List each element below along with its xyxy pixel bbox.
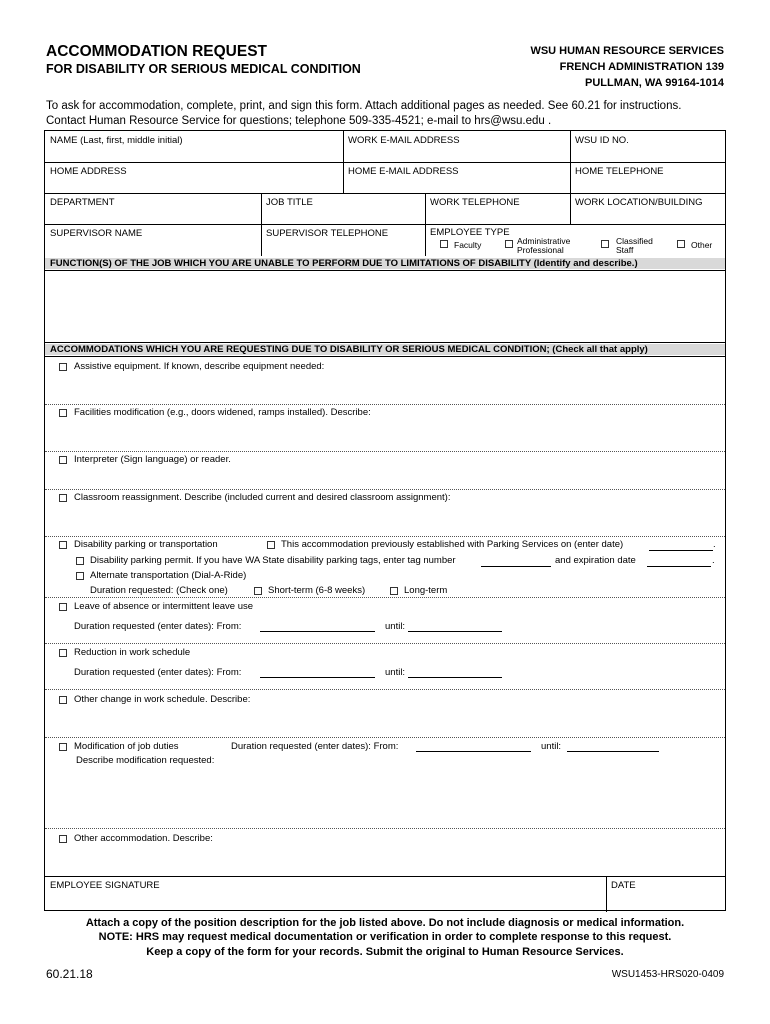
home-phone-field[interactable]: HOME TELEPHONE [575, 166, 664, 177]
supervisor-phone-field[interactable]: SUPERVISOR TELEPHONE [266, 228, 389, 239]
work-phone-field[interactable]: WORK TELEPHONE [430, 197, 520, 208]
facilities-checkbox[interactable] [59, 409, 67, 417]
org-address-line2: PULLMAN, WA 99164-1014 [585, 77, 724, 89]
admin-professional-checkbox[interactable] [505, 240, 513, 248]
tag-number-line[interactable] [481, 566, 551, 567]
expiration-date-line[interactable] [647, 566, 711, 567]
reduction-from-line[interactable] [260, 677, 375, 678]
classroom-checkbox[interactable] [59, 494, 67, 502]
home-address-field[interactable]: HOME ADDRESS [50, 166, 127, 177]
alt-transport-checkbox[interactable] [76, 572, 84, 580]
assistive-label: Assistive equipment. If known, describe equipment needed: [74, 361, 325, 372]
classroom-label: Classroom reassignment. Describe (included current and desired classroom assignment): [74, 492, 451, 503]
dotted-divider [45, 404, 725, 405]
accommodations-header: ACCOMMODATIONS WHICH YOU ARE REQUESTING DUE TO DISABILITY OR SERIOUS MEDICAL CONDITION; (Check all that apply) [45, 344, 725, 355]
leave-from-line[interactable] [260, 631, 375, 632]
form-title: ACCOMMODATION REQUEST [46, 43, 268, 60]
leave-duration-label: Duration requested (enter dates): From: [74, 621, 242, 632]
long-term-label: Long-term [404, 585, 448, 596]
dotted-divider [45, 828, 725, 829]
period: . [713, 539, 716, 550]
job-title-field[interactable]: JOB TITLE [266, 197, 313, 208]
home-email-field[interactable]: HOME E-MAIL ADDRESS [348, 166, 459, 177]
expiration-label: and expiration date [555, 555, 636, 566]
reduction-checkbox[interactable] [59, 649, 67, 657]
org-address-line1: FRENCH ADMINISTRATION 139 [559, 61, 724, 73]
other-type-checkbox[interactable] [677, 240, 685, 248]
short-term-checkbox[interactable] [254, 587, 262, 595]
signature-date-field[interactable]: DATE [611, 880, 636, 891]
interpreter-label: Interpreter (Sign language) or reader. [74, 454, 231, 465]
row-divider [45, 193, 725, 194]
parking-permit-checkbox[interactable] [76, 557, 84, 565]
other-schedule-label: Other change in work schedule. Describe: [74, 694, 251, 705]
other-accommodation-label: Other accommodation. Describe: [74, 833, 213, 844]
interpreter-checkbox[interactable] [59, 456, 67, 464]
previously-established-checkbox[interactable] [267, 541, 275, 549]
functions-textarea[interactable] [45, 271, 725, 342]
modification-duration-label: Duration requested (enter dates): From: [231, 741, 399, 752]
divider [343, 162, 344, 193]
dotted-divider [45, 737, 725, 738]
admin-professional-label-2: Professional [517, 245, 564, 255]
org-name: WSU HUMAN RESOURCE SERVICES [530, 45, 724, 57]
faculty-checkbox[interactable] [440, 240, 448, 248]
modification-until-line[interactable] [567, 751, 659, 752]
modification-until-label: until: [541, 741, 562, 752]
parking-permit-label: Disability parking permit. If you have WA State disability parking tags, enter tag number [90, 555, 456, 566]
divider [570, 193, 571, 224]
dotted-divider [45, 643, 725, 644]
period: . [712, 555, 715, 566]
facilities-label: Facilities modification (e.g., doors widened, ramps installed). Describe: [74, 407, 371, 418]
classified-staff-checkbox[interactable] [601, 240, 609, 248]
dotted-divider [45, 451, 725, 452]
row-divider [45, 876, 725, 877]
assistive-checkbox[interactable] [59, 363, 67, 371]
reduction-label: Reduction in work schedule [74, 647, 191, 658]
form-number: 60.21.18 [46, 967, 93, 981]
department-field[interactable]: DEPARTMENT [50, 197, 115, 208]
form-table [44, 130, 726, 911]
parking-checkbox[interactable] [59, 541, 67, 549]
divider [606, 876, 607, 912]
intro-line-1: To ask for accommodation, complete, print, and sign this form. Attach additional pages as needed. See 60.21 for instructions. [46, 100, 682, 112]
classified-staff-label-1: Classified [616, 236, 653, 246]
footer-line-2: NOTE: HRS may request medical documentation or verification in order to complete response to this request. [98, 931, 672, 943]
row-divider [45, 356, 725, 357]
reduction-until-label: until: [385, 667, 406, 678]
alt-transport-label: Alternate transportation (Dial-A-Ride) [90, 570, 247, 581]
modification-from-line[interactable] [416, 751, 531, 752]
leave-until-line[interactable] [408, 631, 502, 632]
dotted-divider [45, 489, 725, 490]
footer-line-3: Keep a copy of the form for your records. Submit the original to Human Resource Services. [146, 946, 624, 958]
form-code: WSU1453-HRS020-0409 [611, 969, 724, 980]
modification-label: Modification of job duties [74, 741, 179, 752]
supervisor-name-field[interactable]: SUPERVISOR NAME [50, 228, 143, 239]
leave-label: Leave of absence or intermittent leave use [74, 601, 254, 612]
modification-describe-label: Describe modification requested: [76, 755, 215, 766]
dotted-divider [45, 536, 725, 537]
employee-type-label: EMPLOYEE TYPE [430, 227, 510, 238]
row-divider [45, 224, 725, 225]
row-divider [45, 342, 725, 343]
duration-check-label: Duration requested: (Check one) [90, 585, 228, 596]
long-term-checkbox[interactable] [390, 587, 398, 595]
modification-checkbox[interactable] [59, 743, 67, 751]
dotted-divider [45, 597, 725, 598]
work-email-field[interactable]: WORK E-MAIL ADDRESS [348, 135, 460, 146]
parking-date-line[interactable] [649, 550, 713, 551]
leave-checkbox[interactable] [59, 603, 67, 611]
other-type-label: Other [691, 240, 713, 250]
previously-established-label: This accommodation previously established with Parking Services on (enter date) [281, 539, 624, 550]
leave-until-label: until: [385, 621, 406, 632]
short-term-label: Short-term (6-8 weeks) [268, 585, 366, 596]
footer-line-1: Attach a copy of the position description for the job listed above. Do not include diagnosis or medical information. [85, 917, 685, 929]
reduction-until-line[interactable] [408, 677, 502, 678]
reduction-duration-label: Duration requested (enter dates): From: [74, 667, 242, 678]
functions-header: FUNCTION(S) OF THE JOB WHICH YOU ARE UNABLE TO PERFORM DUE TO LIMITATIONS OF DISABILITY (Identify and describe.) [45, 258, 725, 269]
admin-professional-label-1: Administrative [517, 236, 571, 246]
faculty-label: Faculty [454, 240, 482, 250]
row-divider [45, 162, 725, 163]
wsu-id-field[interactable]: WSU ID NO. [575, 135, 629, 146]
intro-line-2: Contact Human Resource Service for questions; telephone 509-335-4521; e-mail to hrs@wsu.edu . [46, 115, 552, 127]
employee-signature-field[interactable]: EMPLOYEE SIGNATURE [50, 880, 160, 891]
name-field[interactable]: NAME (Last, first, middle initial) [50, 135, 183, 146]
classified-staff-label-2: Staff [616, 245, 634, 255]
parking-label: Disability parking or transportation [74, 539, 218, 550]
divider [343, 131, 344, 162]
work-location-field[interactable]: WORK LOCATION/BUILDING [575, 197, 703, 208]
form-subtitle: FOR DISABILITY OR SERIOUS MEDICAL CONDITION [46, 62, 361, 76]
dotted-divider [45, 689, 725, 690]
other-accommodation-checkbox[interactable] [59, 835, 67, 843]
other-schedule-checkbox[interactable] [59, 696, 67, 704]
